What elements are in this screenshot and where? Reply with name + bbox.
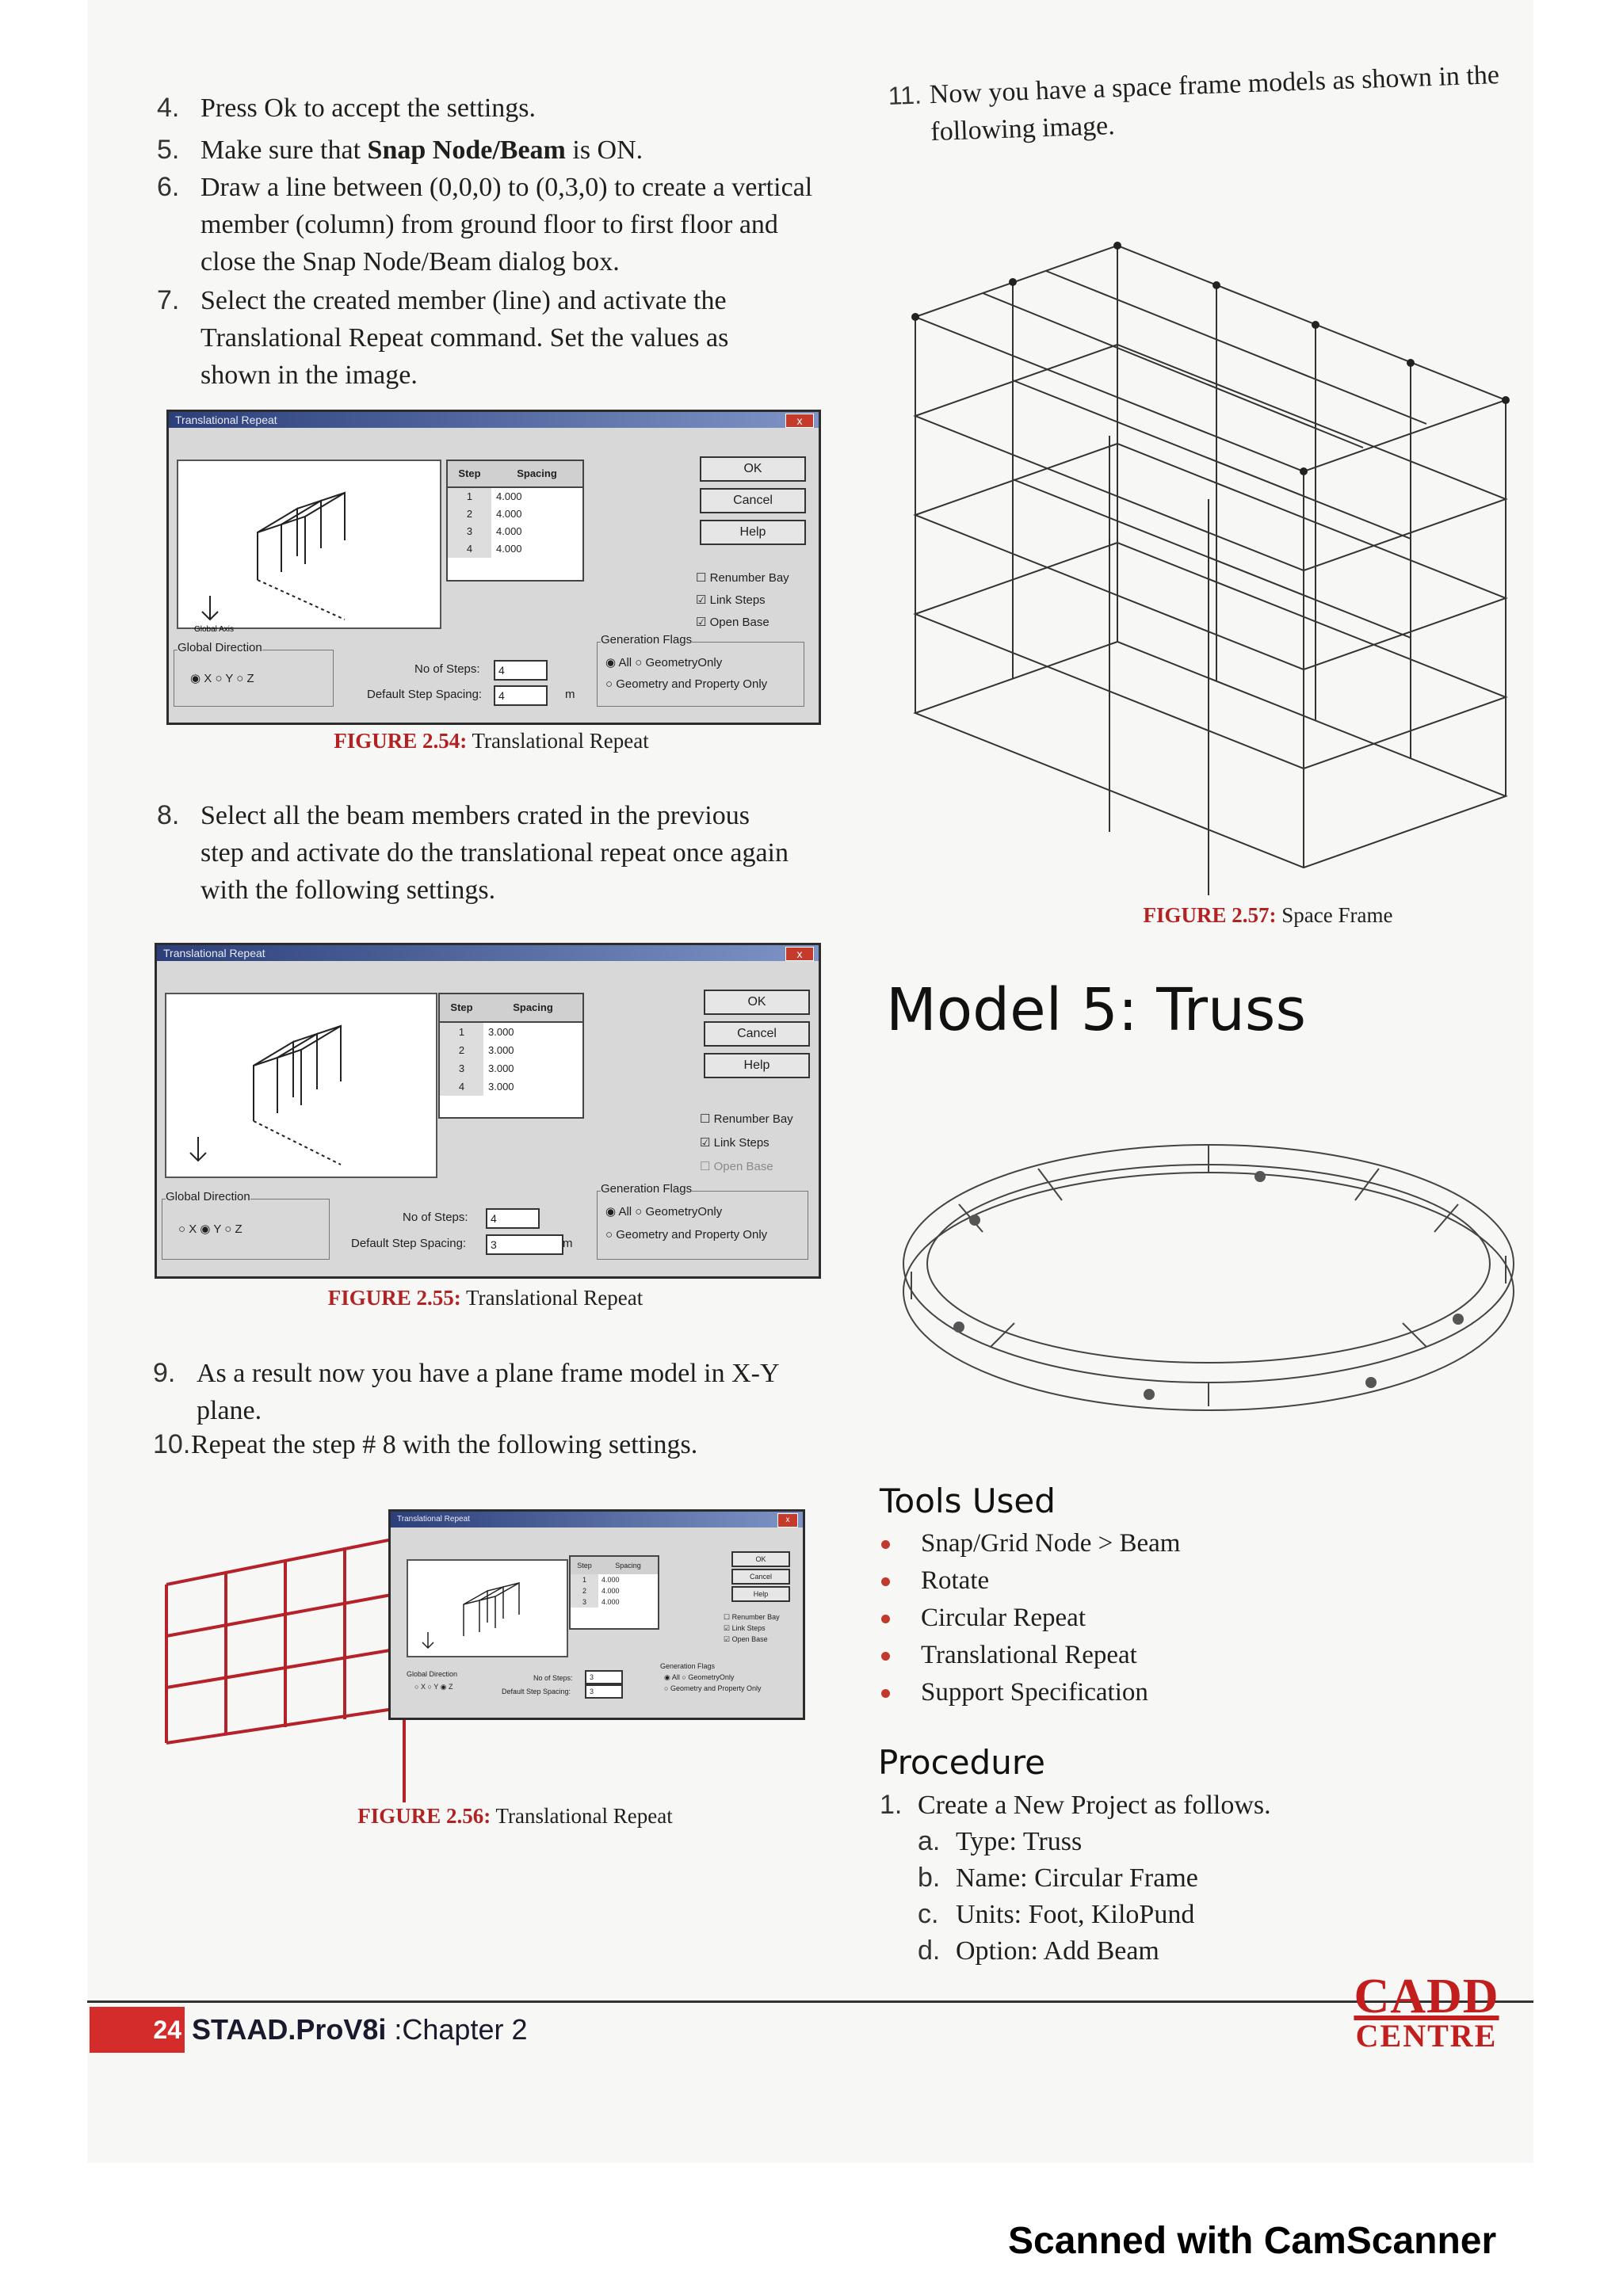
no-of-steps-label: No of Steps:: [533, 1674, 573, 1682]
no-of-steps-label: No of Steps:: [403, 1211, 468, 1224]
spacing-table[interactable]: [438, 993, 584, 1119]
step-number: 1.: [880, 1790, 903, 1820]
step-text: Repeat the step # 8 with the following settings.: [191, 1430, 698, 1459]
table-row[interactable]: 1 4.000: [448, 488, 582, 505]
step-number: 10.: [153, 1429, 191, 1459]
link-steps-checkbox[interactable]: ☑ Link Steps: [696, 593, 766, 607]
procedure-heading: Procedure: [878, 1743, 1046, 1782]
cancel-button[interactable]: Cancel: [731, 1569, 790, 1585]
link-steps-checkbox[interactable]: ☑ Link Steps: [700, 1136, 769, 1150]
cadd-centre-logo: CADD CENTRE: [1354, 1970, 1499, 2054]
step-line: As a result now you have a plane frame model in X-Y: [197, 1359, 780, 1388]
step-number: 8.: [157, 800, 180, 830]
generation-flags-group: [597, 1182, 808, 1260]
direction-radios[interactable]: ○ X ○ Y ◉ Z: [414, 1683, 453, 1691]
flag-all-radio[interactable]: ◉ All ○ GeometryOnly: [605, 1205, 723, 1219]
scanner-watermark: Scanned with CamScanner: [1008, 2220, 1497, 2262]
renumber-bay-checkbox[interactable]: ☐ Renumber Bay: [724, 1613, 780, 1621]
close-button[interactable]: x: [785, 947, 814, 961]
direction-radios[interactable]: ◉ X ○ Y ○ Z: [190, 672, 254, 685]
ok-button[interactable]: OK: [704, 990, 810, 1015]
step-text: Create a New Project as follows.: [918, 1791, 1271, 1820]
col-header-step: Step: [450, 1001, 473, 1013]
circular-truss-drawing: [896, 1129, 1522, 1410]
group-label: Global Direction: [166, 1190, 250, 1203]
frame-preview-icon: [408, 1561, 567, 1656]
default-spacing-label: Default Step Spacing:: [351, 1237, 467, 1250]
spacing-table[interactable]: [569, 1555, 659, 1630]
step-text: is ON.: [565, 135, 643, 165]
step-line: step and activate do the translational repeat once again: [200, 838, 789, 868]
flag-geometry-property-radio[interactable]: ○ Geometry and Property Only: [605, 677, 768, 691]
col-header-spacing: Spacing: [513, 1001, 553, 1013]
table-row[interactable]: 3 4.000: [571, 1596, 658, 1608]
ok-button[interactable]: OK: [731, 1551, 790, 1567]
flag-geometry-property-radio[interactable]: ○ Geometry and Property Only: [664, 1684, 762, 1692]
tools-heading: Tools Used: [880, 1482, 1056, 1520]
col-header-step: Step: [458, 467, 481, 479]
flag-all-radio[interactable]: ◉ All ○ GeometryOnly: [664, 1673, 735, 1681]
col-header-spacing: Spacing: [615, 1562, 641, 1569]
dialog-title: Translational Repeat: [175, 414, 277, 426]
col-header-spacing: Spacing: [517, 467, 557, 479]
step-line: following image.: [930, 111, 1116, 147]
generation-flags-group: [597, 633, 804, 707]
frame-preview-icon: [178, 461, 440, 634]
help-button[interactable]: Help: [700, 520, 806, 545]
table-row[interactable]: 2 4.000: [448, 505, 582, 523]
table-row[interactable]: 2 3.000: [440, 1041, 582, 1059]
no-of-steps-input[interactable]: 3: [585, 1670, 623, 1684]
dialog-title: Translational Repeat: [397, 1515, 470, 1524]
dialog-titlebar: [157, 945, 819, 961]
renumber-bay-checkbox[interactable]: ☐ Renumber Bay: [700, 1112, 793, 1126]
open-base-checkbox: ☐ Open Base: [700, 1160, 773, 1173]
open-base-checkbox[interactable]: ☑ Open Base: [724, 1635, 768, 1643]
translational-repeat-dialog-2: [155, 943, 821, 1279]
step-text: Press Ok to accept the settings.: [200, 93, 537, 123]
snap-node-beam-term: Snap Node/Beam: [367, 135, 566, 165]
cancel-button[interactable]: Cancel: [704, 1021, 810, 1047]
group-label: Global Direction: [407, 1670, 458, 1678]
unit-label: m: [563, 1237, 573, 1250]
figure-2-56-caption: FIGURE 2.56: Translational Repeat: [357, 1804, 673, 1828]
figure-2-54-caption: FIGURE 2.54: Translational Repeat: [334, 729, 649, 753]
help-button[interactable]: Help: [704, 1053, 810, 1078]
step-line: shown in the image.: [200, 360, 418, 390]
close-button[interactable]: x: [777, 1513, 798, 1527]
step-line: Now you have a space frame models as shown in the: [929, 60, 1500, 110]
step-line: close the Snap Node/Beam dialog box.: [200, 247, 620, 277]
table-row[interactable]: 4 4.000: [448, 540, 582, 558]
step-number: 4.: [157, 93, 180, 123]
col-header-step: Step: [577, 1562, 592, 1569]
model-heading: Model 5: Truss: [886, 976, 1306, 1044]
preview-pane: [177, 460, 441, 634]
step-line: with the following settings.: [200, 875, 496, 905]
no-of-steps-input[interactable]: 4: [486, 1208, 540, 1229]
unit-label: m: [565, 688, 575, 701]
group-label: Generation Flags: [601, 633, 693, 646]
default-spacing-label: Default Step Spacing:: [502, 1688, 571, 1695]
global-direction-group: [174, 641, 334, 707]
flag-all-radio[interactable]: ◉ All ○ GeometryOnly: [605, 656, 723, 669]
default-spacing-label: Default Step Spacing:: [367, 688, 483, 701]
chapter-title: STAAD.ProV8i :Chapter 2: [192, 2013, 528, 2046]
table-row[interactable]: 2 4.000: [571, 1585, 658, 1596]
spacing-table[interactable]: [446, 460, 584, 582]
step-line: plane.: [197, 1396, 262, 1425]
translational-repeat-dialog-3: [388, 1509, 805, 1720]
page-shadow: [0, 0, 87, 2163]
group-label: Global Direction: [178, 641, 262, 654]
step-number: 5.: [157, 135, 180, 165]
figure-2-55-caption: FIGURE 2.55: Translational Repeat: [327, 1286, 643, 1310]
direction-radios[interactable]: ○ X ◉ Y ○ Z: [178, 1222, 242, 1236]
open-base-checkbox[interactable]: ☑ Open Base: [696, 616, 769, 629]
group-label: Generation Flags: [660, 1662, 716, 1670]
step-line: Draw a line between (0,0,0) to (0,3,0) to create a vertical: [200, 173, 813, 202]
plane-frame-drawing: [162, 1505, 408, 1806]
step-number: 6.: [157, 172, 180, 202]
step-number: 9.: [153, 1358, 176, 1388]
table-row[interactable]: 3 3.000: [440, 1059, 582, 1077]
flag-geometry-property-radio[interactable]: ○ Geometry and Property Only: [605, 1228, 768, 1241]
default-spacing-input[interactable]: 4: [494, 685, 548, 706]
translational-repeat-dialog-1: [166, 410, 821, 725]
dialog-titlebar: [169, 412, 819, 428]
help-button[interactable]: Help: [731, 1586, 790, 1602]
step-number: 11.: [888, 80, 922, 110]
close-button[interactable]: x: [785, 414, 814, 428]
global-direction-group: [162, 1190, 330, 1260]
no-of-steps-input[interactable]: 4: [494, 660, 548, 681]
step-line: Translational Repeat command. Set the values as: [200, 323, 729, 353]
space-frame-drawing: [903, 182, 1522, 895]
dialog-titlebar: [391, 1512, 803, 1527]
preview-pane: [407, 1559, 568, 1657]
default-spacing-input[interactable]: 3: [585, 1684, 623, 1699]
frame-preview-icon: [166, 994, 436, 1177]
ok-button[interactable]: OK: [700, 456, 806, 482]
table-row[interactable]: 1 4.000: [571, 1574, 658, 1585]
step-line: Select all the beam members crated in the previous: [200, 801, 750, 830]
preview-label: Global Axis: [194, 625, 235, 634]
link-steps-checkbox[interactable]: ☑ Link Steps: [724, 1624, 766, 1632]
renumber-bay-checkbox[interactable]: ☐ Renumber Bay: [696, 571, 789, 585]
group-label: Generation Flags: [601, 1182, 693, 1196]
cancel-button[interactable]: Cancel: [700, 488, 806, 513]
default-spacing-input[interactable]: 3: [486, 1234, 563, 1255]
no-of-steps-label: No of Steps:: [414, 662, 480, 676]
dialog-title: Translational Repeat: [163, 947, 265, 959]
table-row[interactable]: 3 4.000: [448, 523, 582, 540]
table-row[interactable]: 1 3.000: [440, 1023, 582, 1041]
step-line: member (column) from ground floor to first floor and: [200, 210, 778, 239]
step-line: Select the created member (line) and activate the: [200, 286, 727, 315]
step-text: Make sure that: [200, 135, 368, 165]
step-number: 7.: [157, 285, 180, 315]
preview-pane: [165, 993, 437, 1178]
figure-2-57-caption: FIGURE 2.57: Space Frame: [1143, 903, 1393, 927]
footer-rule: [87, 2000, 1533, 2003]
table-row[interactable]: 4 3.000: [440, 1077, 582, 1096]
page-number: 24: [90, 2007, 185, 2053]
